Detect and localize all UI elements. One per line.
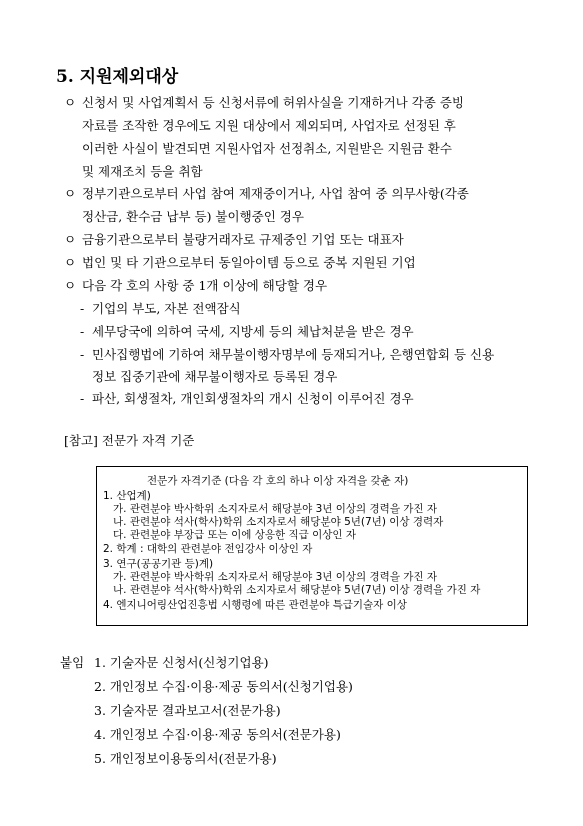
attachment-item: 1. 기술자문 신청서(신청기업용) (94, 655, 269, 670)
attachment-item: 4. 개인정보 수집·이용·제공 동의서(전문가용) (94, 727, 341, 742)
subitem-2-line-1: 세무당국에 의하여 국세, 지방세 등의 체납처분을 받은 경우 (92, 324, 414, 339)
bullet-marker: ㅇ (64, 95, 77, 110)
item-1-line-3: 이러한 사실이 발견되면 지원사업자 선정취소, 지원받은 지원금 환수 (82, 141, 452, 156)
bullet-marker: ㅇ (64, 255, 77, 270)
item-1-line-4: 및 제재조치 등을 취함 (82, 164, 203, 179)
item-1-line-2: 자료를 조작한 경우에도 지원 대상에서 제외되며, 사업자로 선정된 후 (82, 118, 456, 133)
item-2-line-2: 정산금, 환수금 납부 등) 불이행중인 경우 (82, 209, 304, 224)
box-line: 2. 학계 : 대학의 관련분야 전임강사 이상인 자 (103, 543, 313, 555)
dash-marker: - (80, 391, 85, 406)
box-line: 1. 산업계) (103, 490, 151, 502)
item-3-line-1: 금융기관으로부터 불량거래자로 규제중인 기업 또는 대표자 (82, 232, 404, 247)
item-5-line-1: 다음 각 호의 사항 중 1개 이상에 해당할 경우 (82, 278, 328, 293)
box-line: 가. 관련분야 박사학위 소지자로서 해당분야 3년 이상의 경력을 가진 자 (113, 571, 438, 583)
reference-label: [참고] 전문가 자격 기준 (64, 433, 195, 448)
bullet-marker: ㅇ (64, 232, 77, 247)
box-header: 전문가 자격기준 (다음 각 호의 하나 이상 자격을 갖춘 자) (147, 475, 409, 487)
item-2-line-1: 정부기관으로부터 사업 참여 제재중이거나, 사업 참여 중 의무사항(각종 (82, 186, 469, 201)
item-1-line-1: 신청서 및 사업계획서 등 신청서류에 허위사실을 기재하거나 각종 증빙 (82, 95, 464, 110)
expert-criteria-box (96, 466, 528, 626)
box-line: 가. 관련분야 박사학위 소지자로서 해당분야 3년 이상의 경력을 가진 자 (113, 503, 438, 515)
subitem-3-line-1: 민사집행법에 기하여 채무불이행자명부에 등재되거나, 은행연합회 등 신용 (92, 347, 495, 362)
box-line: 3. 연구(공공기관 등)계) (103, 558, 214, 570)
item-4-line-1: 법인 및 타 기관으로부터 동일아이템 등으로 중복 지원된 기업 (82, 255, 416, 270)
attachment-item: 2. 개인정보 수집·이용·제공 동의서(신청기업용) (94, 679, 353, 694)
box-line: 다. 관련분야 부장급 또는 이에 상응한 직급 이상인 자 (113, 529, 357, 541)
attachment-item: 5. 개인정보이용동의서(전문가용) (94, 751, 277, 766)
dash-marker: - (80, 347, 85, 362)
dash-marker: - (80, 324, 85, 339)
subitem-1-line-1: 기업의 부도, 자본 전액잠식 (92, 301, 241, 316)
box-line: 나. 관련분야 석사(학사)학위 소지자로서 해당분야 5년(7년) 이상 경력을 가진 자 (113, 584, 481, 596)
subitem-4-line-1: 파산, 회생절차, 개인회생절차의 개시 신청이 이루어진 경우 (92, 391, 414, 406)
box-line: 나. 관련분야 석사(학사)학위 소지자로서 해당분야 5년(7년) 이상 경력자 (113, 516, 444, 528)
bullet-marker: ㅇ (64, 278, 77, 293)
dash-marker: - (80, 301, 85, 316)
attachments-label: 붙임 (60, 655, 85, 670)
bullet-marker: ㅇ (64, 186, 77, 201)
box-line: 4. 엔지니어링산업진흥법 시행령에 따른 관련분야 특급기술자 이상 (103, 599, 407, 611)
subitem-3-line-2: 정보 집중기관에 채무불이행자로 등록된 경우 (92, 369, 338, 384)
section-title: 5. 지원제외대상 (56, 67, 179, 87)
attachment-item: 3. 기술자문 결과보고서(전문가용) (94, 703, 281, 718)
